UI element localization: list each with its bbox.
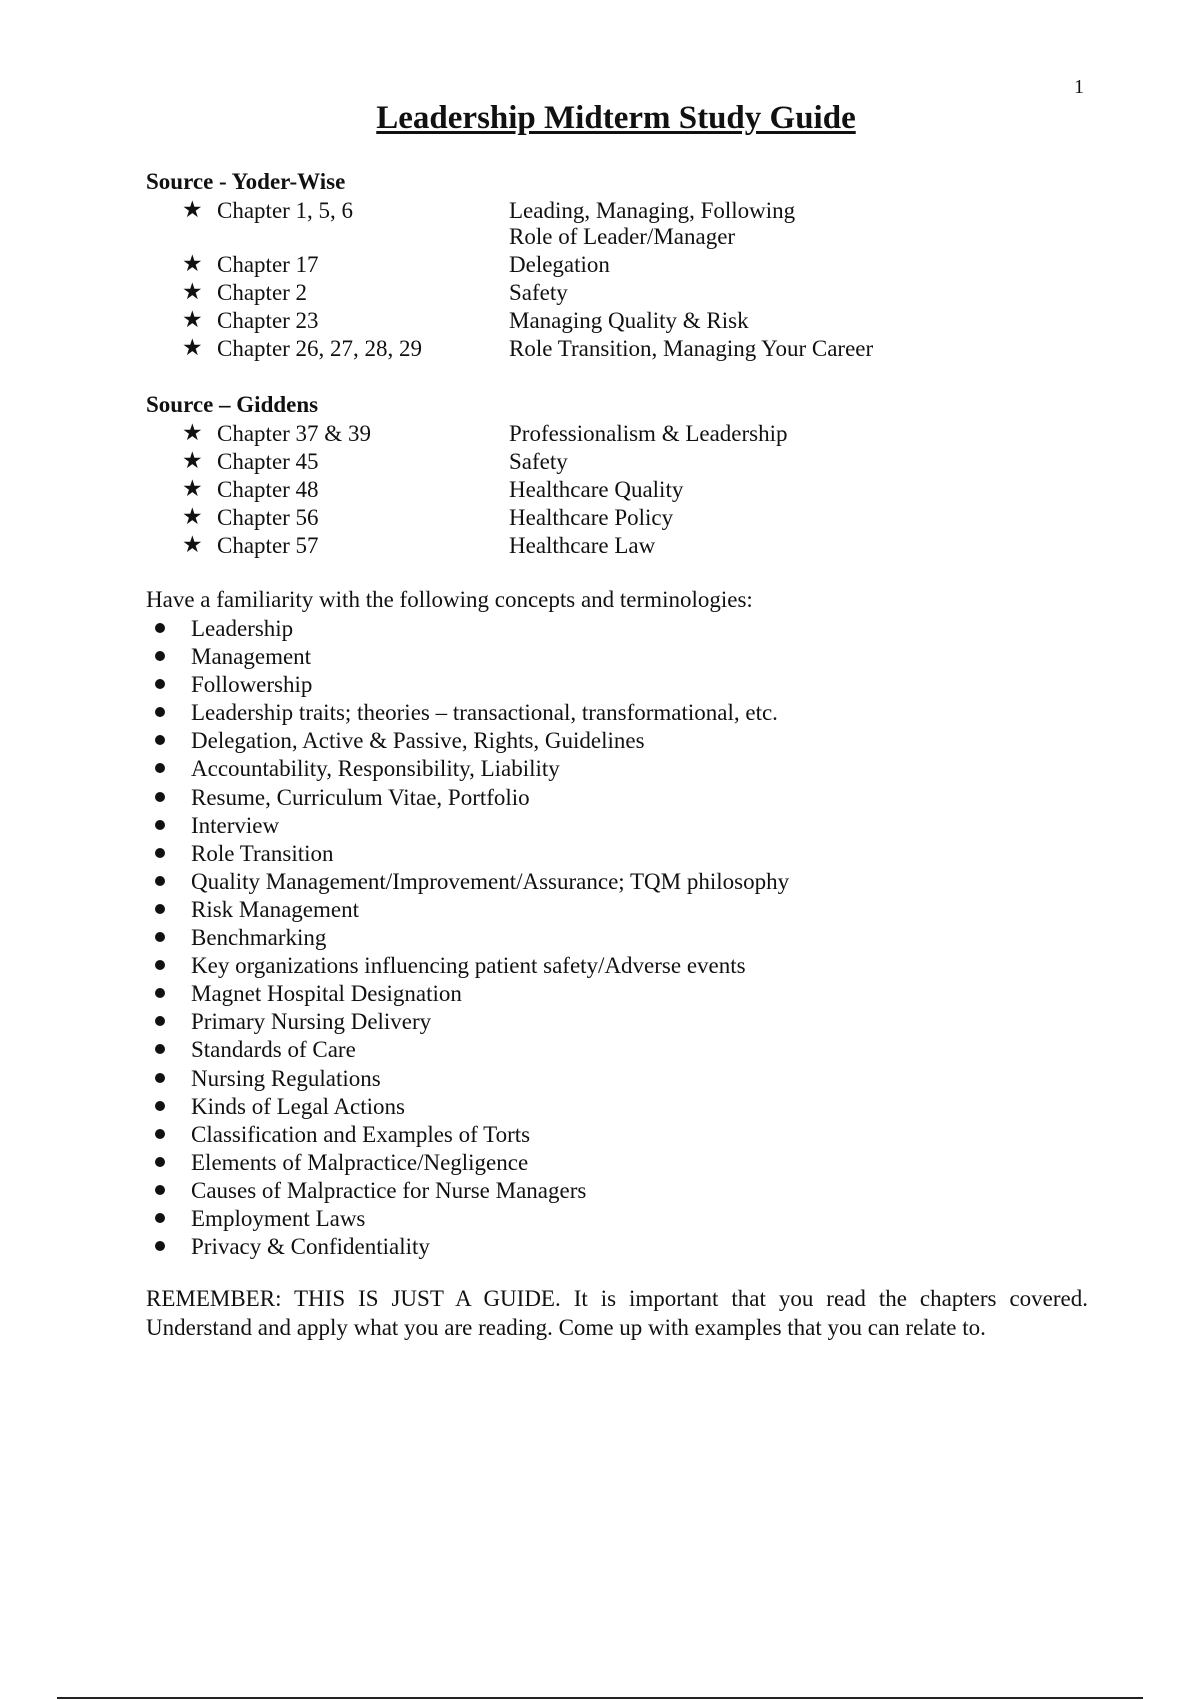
chapter-topic: Healthcare Policy (509, 505, 674, 530)
concept-text: Management (191, 644, 312, 670)
bullet-icon (155, 792, 165, 802)
bullet-icon (155, 651, 165, 661)
chapter-topic: Professionalism & Leadership (509, 421, 788, 446)
bullet-icon (155, 1185, 165, 1195)
source-heading-giddens: Source – Giddens (146, 392, 319, 417)
concept-text: Classification and Examples of Torts (191, 1121, 531, 1147)
star-icon: ★ (182, 504, 203, 530)
concepts-intro: Have a familiarity with the following concepts and terminologies: (146, 587, 753, 612)
bullet-icon (155, 820, 165, 830)
chapter-topic: Safety (509, 449, 568, 474)
star-icon: ★ (182, 251, 203, 277)
chapter-number: Chapter 23 (217, 308, 319, 333)
chapter-row (0, 252, 1000, 278)
concept-text: Delegation, Active & Passive, Rights, Guidelines (191, 728, 645, 754)
concept-text: Causes of Malpractice for Nurse Managers (191, 1177, 587, 1203)
bullet-icon (155, 932, 165, 942)
page-number: 1 (1074, 76, 1084, 98)
concept-text: Benchmarking (191, 925, 327, 951)
chapter-topic: Safety (509, 280, 568, 305)
page-title: Leadership Midterm Study Guide (376, 100, 856, 136)
source-heading-yoder-wise: Source - Yoder-Wise (146, 169, 346, 194)
chapter-row (0, 449, 1000, 475)
chapter-number: Chapter 1, 5, 6 (217, 198, 354, 223)
footer-rule (57, 1697, 1143, 1699)
concept-text: Key organizations influencing patient safety/Adverse events (191, 953, 746, 979)
concept-text: Role Transition (191, 840, 334, 866)
bullet-icon (155, 1241, 165, 1251)
bullet-icon (155, 735, 165, 745)
chapter-row (0, 280, 1000, 306)
chapter-number: Chapter 37 & 39 (217, 421, 371, 446)
concept-text: Leadership traits; theories – transactional, transformational, etc. (191, 700, 778, 726)
bullet-icon (155, 1016, 165, 1026)
chapter-number: Chapter 26, 27, 28, 29 (217, 336, 423, 361)
bullet-icon (155, 1101, 165, 1111)
chapter-topic: Healthcare Quality (509, 477, 684, 502)
concept-text: Resume, Curriculum Vitae, Portfolio (191, 784, 530, 810)
chapter-row (0, 477, 1000, 503)
star-icon: ★ (182, 476, 203, 502)
bullet-icon (155, 876, 165, 886)
star-icon: ★ (182, 448, 203, 474)
chapter-number: Chapter 57 (217, 533, 319, 558)
concept-text: Privacy & Confidentiality (191, 1234, 430, 1260)
star-icon: ★ (182, 307, 203, 333)
chapter-row (0, 308, 1000, 334)
bullet-icon (155, 1073, 165, 1083)
chapter-topic: Managing Quality & Risk (509, 308, 749, 333)
concept-text: Accountability, Responsibility, Liability (191, 756, 560, 782)
chapter-topic: Delegation (509, 252, 610, 277)
bullet-icon (155, 707, 165, 717)
chapter-number: Chapter 17 (217, 252, 319, 277)
bullet-icon (155, 848, 165, 858)
bullet-icon (155, 1213, 165, 1223)
concept-text: Risk Management (191, 896, 359, 922)
chapter-number: Chapter 56 (217, 505, 319, 530)
chapter-number: Chapter 48 (217, 477, 319, 502)
bullet-icon (155, 1157, 165, 1167)
chapter-number: Chapter 45 (217, 449, 319, 474)
bullet-icon (155, 679, 165, 689)
bullet-icon (155, 1044, 165, 1054)
reminder-paragraph: REMEMBER: THIS IS JUST A GUIDE. It is important that you read the chapters covered. Understand and apply what you are reading. Come up with examples that you can relate to. (146, 1286, 1088, 1340)
concept-text: Kinds of Legal Actions (191, 1093, 405, 1119)
bullet-icon (155, 960, 165, 970)
concept-text: Primary Nursing Delivery (191, 1009, 432, 1035)
bullet-icon (155, 1129, 165, 1139)
bullet-icon (155, 763, 165, 773)
star-icon: ★ (182, 335, 203, 361)
chapter-topic: Role Transition, Managing Your Career (509, 336, 874, 361)
concept-text: Quality Management/Improvement/Assurance; TQM philosophy (191, 868, 790, 894)
concept-text: Employment Laws (191, 1205, 366, 1231)
concept-text: Elements of Malpractice/Negligence (191, 1149, 529, 1175)
concept-text: Leadership (191, 616, 294, 641)
concept-text: Nursing Regulations (191, 1065, 381, 1091)
star-icon: ★ (182, 532, 203, 558)
chapter-row (0, 505, 1000, 531)
star-icon: ★ (182, 197, 203, 223)
chapter-topic: Role of Leader/Manager (509, 224, 736, 249)
bullet-icon (155, 904, 165, 914)
chapter-row (0, 533, 1000, 559)
chapter-number: Chapter 2 (217, 280, 308, 305)
chapter-row (0, 198, 1000, 224)
bullet-icon (155, 988, 165, 998)
concept-text: Magnet Hospital Designation (191, 981, 462, 1007)
chapter-topic: Healthcare Law (509, 533, 656, 558)
star-icon: ★ (182, 420, 203, 446)
chapter-row (0, 336, 1000, 362)
concept-text: Standards of Care (191, 1037, 356, 1063)
star-icon: ★ (182, 279, 203, 305)
bullet-icon (155, 623, 165, 633)
chapter-row (0, 421, 1000, 447)
chapter-topic: Leading, Managing, Following (509, 198, 796, 223)
concept-text: Followership (191, 672, 313, 698)
concept-text: Interview (191, 812, 280, 838)
chapter-row-continuation (0, 224, 1000, 250)
